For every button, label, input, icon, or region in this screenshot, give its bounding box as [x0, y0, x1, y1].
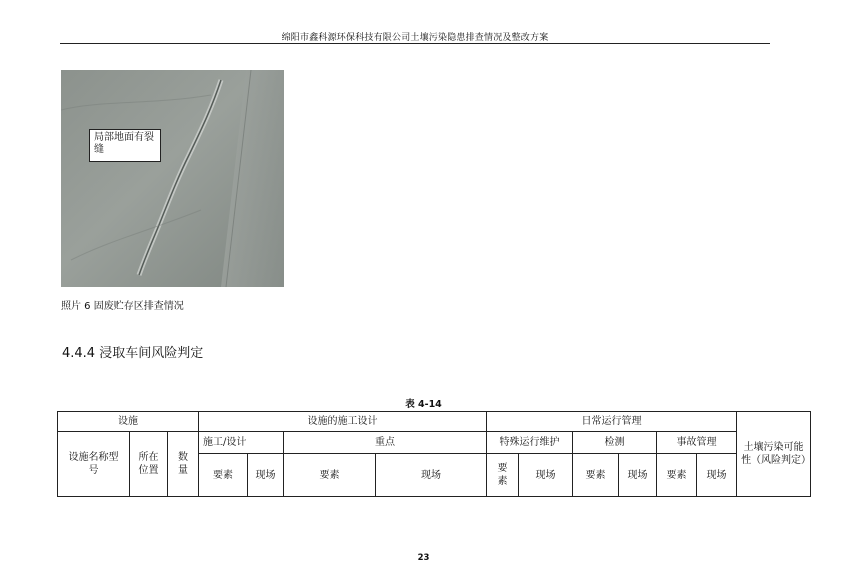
photo-callout-label: 局部地面有裂缝: [89, 129, 161, 162]
header-accident-management: 事故管理: [657, 432, 737, 454]
header-construction-design: 设施的施工设计: [199, 412, 487, 432]
floor-crack-photo-image: [61, 70, 284, 287]
header-key-points: 重点: [284, 432, 487, 454]
header-construct-design: 施工/设计: [199, 432, 284, 454]
header-name-model: 设施名称型号: [58, 432, 130, 497]
header-site: 现场: [248, 454, 284, 497]
header-location: 所在位置: [130, 432, 168, 497]
page-number: 23: [417, 553, 430, 563]
header-site: 现场: [697, 454, 737, 497]
header-site: 现场: [619, 454, 657, 497]
header-site: 现场: [376, 454, 487, 497]
header-element: 要素: [657, 454, 697, 497]
header-pollution-risk: 土壤污染可能性（风险判定）: [737, 412, 811, 497]
risk-assessment-table: [57, 411, 811, 497]
header-special-maintenance: 特殊运行维护: [487, 432, 573, 454]
header-element: 要素: [284, 454, 376, 497]
photo-caption: 照片 6 固废贮存区排查情况: [61, 301, 184, 312]
table-title: 表 4-14: [405, 399, 442, 410]
header-element: 要素: [199, 454, 248, 497]
header-rule: [60, 43, 770, 44]
table-header-row-1: [58, 412, 811, 432]
header-element: 要素: [487, 454, 519, 497]
header-element: 要素: [573, 454, 619, 497]
section-title: 4.4.4 浸取车间风险判定: [62, 346, 204, 361]
table-header-row-2: [58, 432, 811, 454]
site-photo: [61, 70, 284, 287]
header-site: 现场: [519, 454, 573, 497]
header-quantity: 数量: [168, 432, 199, 497]
header-daily-operations: 日常运行管理: [487, 412, 737, 432]
header-inspection: 检测: [573, 432, 657, 454]
header-facility: 设施: [58, 412, 199, 432]
document-header: 绵阳市鑫科源环保科技有限公司土壤污染隐患排查情况及整改方案: [281, 33, 549, 43]
